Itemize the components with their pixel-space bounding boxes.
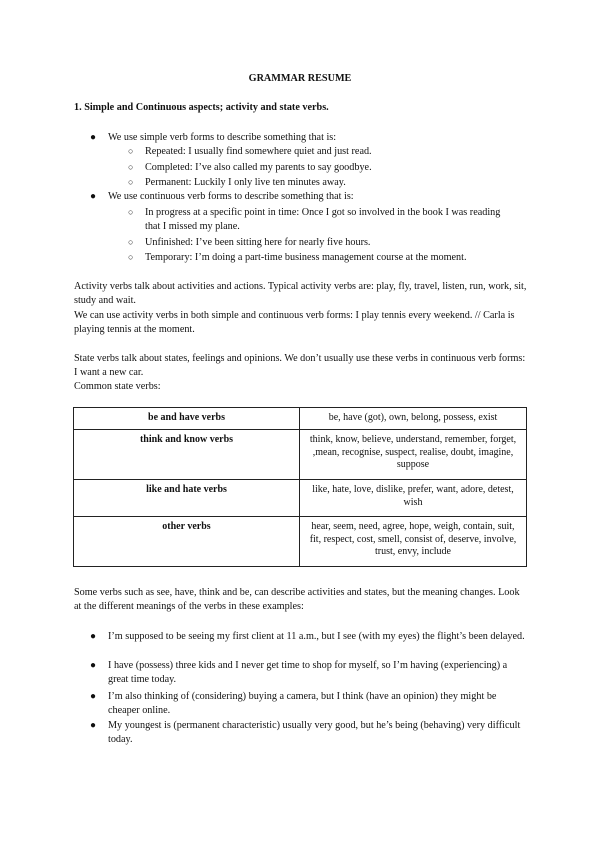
- bullet-icon: ●: [90, 660, 97, 671]
- sub-bullet-text: Permanent: Luckily I only live ten minutes away.: [145, 177, 346, 188]
- circle-bullet-icon: ○: [128, 237, 134, 247]
- state-verbs-table: [73, 407, 527, 567]
- bullet-icon: ●: [90, 720, 97, 731]
- bullet-text: We use continuous verb forms to describe something that is:: [108, 191, 354, 202]
- table-cell-verbs: hear, seem, need, agree, hope, weigh, contain, suit, fit, respect, cost, smell, consist of, deserve, involve, trust, envy, include: [300, 517, 527, 567]
- circle-bullet-icon: ○: [128, 146, 134, 156]
- table-row: [74, 430, 527, 480]
- activity-verbs-usage-paragraph: We can use activity verbs in both simple and continuous verb forms: I play tennis every weekend. // Carla is playing tennis at the moment.: [74, 310, 515, 335]
- sub-bullet-text: In progress at a specific point in time: Once I got so involved in the book I was reading that I missed my plane.: [145, 207, 501, 232]
- sub-bullet-text: Completed: I’ve also called my parents to say goodbye.: [145, 162, 372, 173]
- example-text: I’m also thinking of (considering) buying a camera, but I think (have an opinion) they might be cheaper online.: [108, 691, 497, 716]
- sub-bullet-text: Unfinished: I’ve been sitting here for nearly five hours.: [145, 237, 371, 248]
- state-verbs-paragraph: State verbs talk about states, feelings and opinions. We don’t usually use these verbs in continuous verb forms: I want a new car.: [74, 353, 526, 378]
- activity-verbs-paragraph: Activity verbs talk about activities and actions. Typical activity verbs are: play, fly, travel, listen, run, work, sit, study and wait.: [74, 281, 527, 306]
- example-text: I’m supposed to be seeing my first client at 11 a.m., but I see (with my eyes) the flight’s been delayed.: [108, 631, 525, 642]
- table-cell-category: be and have verbs: [74, 408, 300, 430]
- bullet-icon: ●: [90, 191, 97, 202]
- table-row: [74, 480, 527, 517]
- example-text: I have (possess) three kids and I never get time to shop for myself, so I’m having (experiencing) a great time today.: [108, 660, 508, 685]
- bullet-text: We use simple verb forms to describe something that is:: [108, 132, 337, 143]
- table-cell-category: like and hate verbs: [74, 480, 300, 517]
- table-cell-verbs: think, know, believe, understand, remember, forget, ,mean, recognise, suspect, realise, doubt, imagine, suppose: [300, 430, 527, 480]
- bullet-icon: ●: [90, 631, 97, 642]
- circle-bullet-icon: ○: [128, 252, 134, 262]
- table-cell-category: think and know verbs: [74, 430, 300, 480]
- table-row: [74, 517, 527, 567]
- table-row: [74, 408, 527, 430]
- sub-bullet-text: Temporary: I’m doing a part-time business management course at the moment.: [145, 252, 467, 263]
- document-title: GRAMMAR RESUME: [248, 73, 352, 84]
- meaning-change-paragraph: Some verbs such as see, have, think and be, can describe activities and states, but the meaning changes. Look at the different meanings of the verbs in these examples:: [74, 587, 520, 612]
- section-heading: 1. Simple and Continuous aspects; activity and state verbs.: [74, 102, 329, 113]
- sub-bullet-text: Repeated: I usually find somewhere quiet and just read.: [145, 146, 372, 157]
- circle-bullet-icon: ○: [128, 207, 134, 217]
- state-verbs-label: Common state verbs:: [74, 381, 161, 392]
- circle-bullet-icon: ○: [128, 177, 134, 187]
- bullet-icon: ●: [90, 691, 97, 702]
- bullet-icon: ●: [90, 132, 97, 143]
- circle-bullet-icon: ○: [128, 162, 134, 172]
- table-cell-category: other verbs: [74, 517, 300, 567]
- example-text: My youngest is (permanent characteristic) usually very good, but he’s being (behaving) very difficult today.: [108, 720, 521, 745]
- table-cell-verbs: be, have (got), own, belong, possess, exist: [300, 408, 527, 430]
- table-cell-verbs: like, hate, love, dislike, prefer, want, adore, detest, wish: [300, 480, 527, 517]
